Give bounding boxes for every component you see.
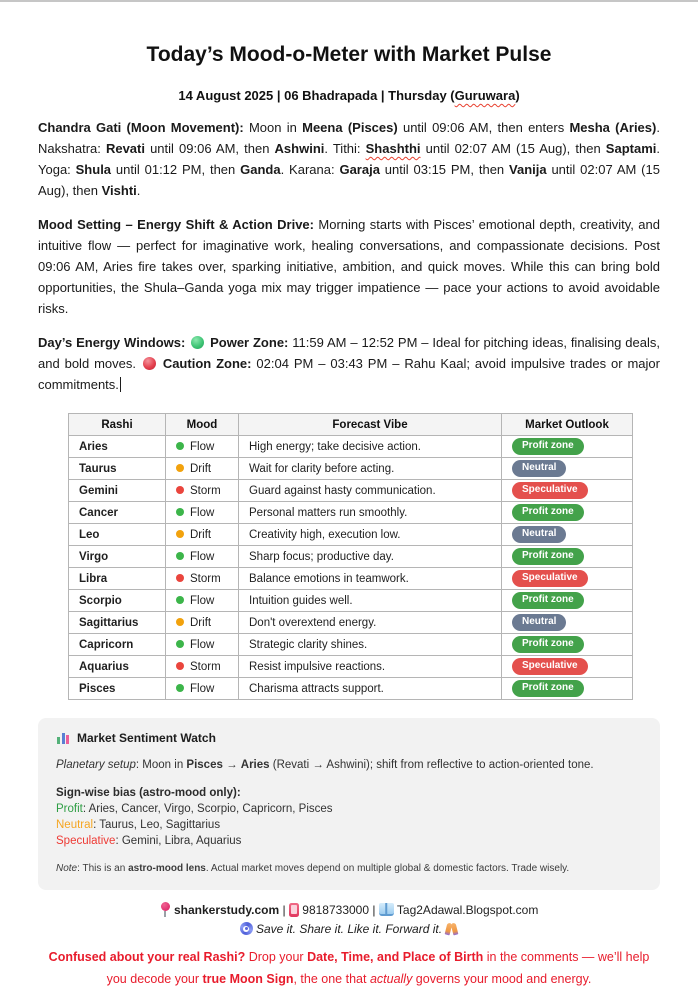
table-row: [69, 436, 633, 458]
mood-cell: [166, 458, 239, 480]
vibe-cell: Guard against hasty communication.: [239, 480, 502, 502]
vibe-cell: Creativity high, execution low.: [239, 524, 502, 546]
vibe-cell: Sharp focus; productive day.: [239, 546, 502, 568]
mood-cell: [166, 546, 239, 568]
mood-cell: [166, 634, 239, 656]
table-header-row: [69, 414, 633, 436]
outlook-cell: [502, 590, 633, 612]
paragraph-energy-windows: Day’s Energy Windows: Power Zone: 11:59 AM – 12:52 PM – Ideal for pitching ideas, finalising deals, and bold moves. Caution Zone: 02:04 PM – 03:43 PM – Rahu Kaal; avoid impulsive trades or major commitments.: [38, 335, 660, 392]
bias-heading: Sign-wise bias (astro-mood only):: [56, 787, 241, 799]
rashi-cell: Aquarius: [69, 656, 166, 678]
sentiment-heading-row: [56, 730, 642, 746]
mood-label: Flow: [190, 440, 215, 453]
vibe-cell: Charisma attracts support.: [239, 678, 502, 700]
forecast-table: [68, 413, 633, 700]
paragraph-mood-setting: Mood Setting – Energy Shift & Action Drive: Morning starts with Pisces’ emotional depth, creativity, and intuitive flow — perfect for imaginative work, healing conversations, and compassionate decisions. Post 09:06 AM, Aries fire takes over, sparking initiative, ambition, and quick moves. While this can bring bold opportunities, the Shula–Ganda yoga mix may trigger impatience — pace your actions to avoid avoidable risks.: [38, 217, 661, 316]
mood-cell: [166, 656, 239, 678]
outlook-cell: [502, 436, 633, 458]
outlook-badge: Neutral: [512, 460, 566, 477]
vibe-cell: Personal matters run smoothly.: [239, 502, 502, 524]
mood-label: Flow: [190, 550, 215, 563]
outlook-cell: [502, 524, 633, 546]
vibe-cell: Strategic clarity shines.: [239, 634, 502, 656]
planetary-setup-line: Planetary setup: Moon in Pisces → Aries (Revati → Ashwini); shift from reflective to action-oriented tone.: [56, 759, 594, 771]
col-header-forecast-vibe: Forecast Vibe: [239, 414, 502, 436]
mood-dot-icon: [176, 618, 184, 626]
outlook-cell: [502, 480, 633, 502]
outlook-cell: [502, 656, 633, 678]
mood-label: Storm: [190, 660, 221, 673]
bar-chart-icon: [56, 731, 70, 744]
outlook-badge: Profit zone: [512, 636, 584, 653]
folded-hands-icon: [445, 922, 458, 936]
bias-neutral-line: Neutral: Taurus, Leo, Sagittarius: [56, 819, 221, 831]
mood-cell: [166, 678, 239, 700]
bias-speculative-line: Speculative: Gemini, Libra, Aquarius: [56, 835, 242, 847]
mood-dot-icon: [176, 530, 184, 538]
mood-dot-icon: [176, 640, 184, 648]
col-header-rashi: Rashi: [69, 414, 166, 436]
table-row: [69, 546, 633, 568]
rashi-cell: Pisces: [69, 678, 166, 700]
mood-dot-icon: [176, 596, 184, 604]
mood-label: Flow: [190, 682, 215, 695]
vibe-cell: Wait for clarity before acting.: [239, 458, 502, 480]
rashi-cell: Cancer: [69, 502, 166, 524]
outlook-cell: [502, 678, 633, 700]
table-row: [69, 502, 633, 524]
mood-cell: [166, 436, 239, 458]
rashi-cell: Sagittarius: [69, 612, 166, 634]
table-row: [69, 590, 633, 612]
outlook-cell: [502, 502, 633, 524]
mood-dot-icon: [176, 684, 184, 692]
rashi-cell: Gemini: [69, 480, 166, 502]
mood-cell: [166, 590, 239, 612]
outlook-badge: Profit zone: [512, 504, 584, 521]
mood-label: Drift: [190, 616, 212, 629]
mood-dot-icon: [176, 442, 184, 450]
outlook-cell: [502, 546, 633, 568]
mood-dot-icon: [176, 662, 184, 670]
paragraph-chandra-gati: Chandra Gati (Moon Movement): Moon in Meena (Pisces) until 09:06 AM, then enters Mesha (Aries). Nakshatra: Revati until 09:06 AM, then Ashwini. Tithi: Shashthi until 02:07 AM (15 Aug), then Saptami. Yoga: Shula until 01:12 PM, then Ganda. Karana: Garaja until 03:15 PM, then Vanija until 02:07 AM (15 Aug), then Vishti.: [38, 120, 660, 198]
rashi-cell: Taurus: [69, 458, 166, 480]
bias-profit-line: Profit: Aries, Cancer, Virgo, Scorpio, Capricorn, Pisces: [56, 803, 333, 815]
outlook-badge: Profit zone: [512, 680, 584, 697]
mood-label: Drift: [190, 462, 212, 475]
outlook-badge: Speculative: [512, 482, 588, 499]
page-title: Today’s Mood-o-Meter with Market Pulse: [146, 43, 552, 66]
mood-label: Storm: [190, 572, 221, 585]
outlook-cell: [502, 568, 633, 590]
open-book-icon: [379, 903, 394, 916]
outlook-cell: [502, 458, 633, 480]
contact-line: shankerstudy.com | 9818733000 | Tag2Adawal.Blogspot.com: [38, 902, 660, 917]
cyclone-icon: [240, 922, 253, 935]
table-row: [69, 480, 633, 502]
outlook-badge: Profit zone: [512, 438, 584, 455]
vibe-cell: Don't overextend energy.: [239, 612, 502, 634]
market-sentiment-panel: [38, 718, 660, 890]
mood-dot-icon: [176, 574, 184, 582]
mood-label: Storm: [190, 484, 221, 497]
rashi-cell: Libra: [69, 568, 166, 590]
table-row: [69, 612, 633, 634]
forecast-table-wrap: [68, 413, 660, 700]
vibe-cell: Intuition guides well.: [239, 590, 502, 612]
outlook-badge: Speculative: [512, 658, 588, 675]
table-row: [69, 678, 633, 700]
date-line: 14 August 2025 | 06 Bhadrapada | Thursday (Guruwara): [178, 88, 520, 103]
text-cursor: [120, 377, 122, 392]
share-line: Save it. Share it. Like it. Forward it.: [38, 922, 660, 936]
table-row: [69, 458, 633, 480]
note-line: Note: This is an astro-mood lens. Actual market moves depend on multiple global & domestic factors. Trade wisely.: [56, 863, 570, 874]
table-row: [69, 656, 633, 678]
vibe-cell: Resist impulsive reactions.: [239, 656, 502, 678]
mood-cell: [166, 524, 239, 546]
outlook-badge: Neutral: [512, 614, 566, 631]
red-sphere-icon: [143, 357, 156, 370]
green-sphere-icon: [191, 336, 204, 349]
outlook-badge: Speculative: [512, 570, 588, 587]
mood-dot-icon: [176, 486, 184, 494]
rashi-cell: Aries: [69, 436, 166, 458]
rashi-cell: Capricorn: [69, 634, 166, 656]
sentiment-heading: Market Sentiment Watch: [77, 731, 216, 745]
mood-cell: [166, 612, 239, 634]
mood-cell: [166, 480, 239, 502]
mobile-phone-icon: [289, 903, 299, 917]
mood-dot-icon: [176, 464, 184, 472]
table-row: [69, 524, 633, 546]
rashi-cell: Leo: [69, 524, 166, 546]
rashi-help-cta: Confused about your real Rashi? Drop your Date, Time, and Place of Birth in the comments — we’ll help you decode your true Moon Sign, the one that actually governs your mood and energy.: [48, 950, 650, 986]
outlook-badge: Profit zone: [512, 548, 584, 565]
round-pushpin-icon: [160, 902, 171, 917]
outlook-badge: Profit zone: [512, 592, 584, 609]
mood-label: Flow: [190, 638, 215, 651]
table-row: [69, 568, 633, 590]
mood-label: Drift: [190, 528, 212, 541]
col-header-mood: Mood: [166, 414, 239, 436]
mood-cell: [166, 568, 239, 590]
mood-label: Flow: [190, 506, 215, 519]
rashi-cell: Scorpio: [69, 590, 166, 612]
outlook-badge: Neutral: [512, 526, 566, 543]
rashi-cell: Virgo: [69, 546, 166, 568]
outlook-cell: [502, 634, 633, 656]
table-row: [69, 634, 633, 656]
col-header-market-outlook: Market Outlook: [502, 414, 633, 436]
outlook-cell: [502, 612, 633, 634]
mood-label: Flow: [190, 594, 215, 607]
forecast-table-body: [69, 436, 633, 700]
vibe-cell: Balance emotions in teamwork.: [239, 568, 502, 590]
vibe-cell: High energy; take decisive action.: [239, 436, 502, 458]
mood-dot-icon: [176, 552, 184, 560]
mood-dot-icon: [176, 508, 184, 516]
mood-cell: [166, 502, 239, 524]
